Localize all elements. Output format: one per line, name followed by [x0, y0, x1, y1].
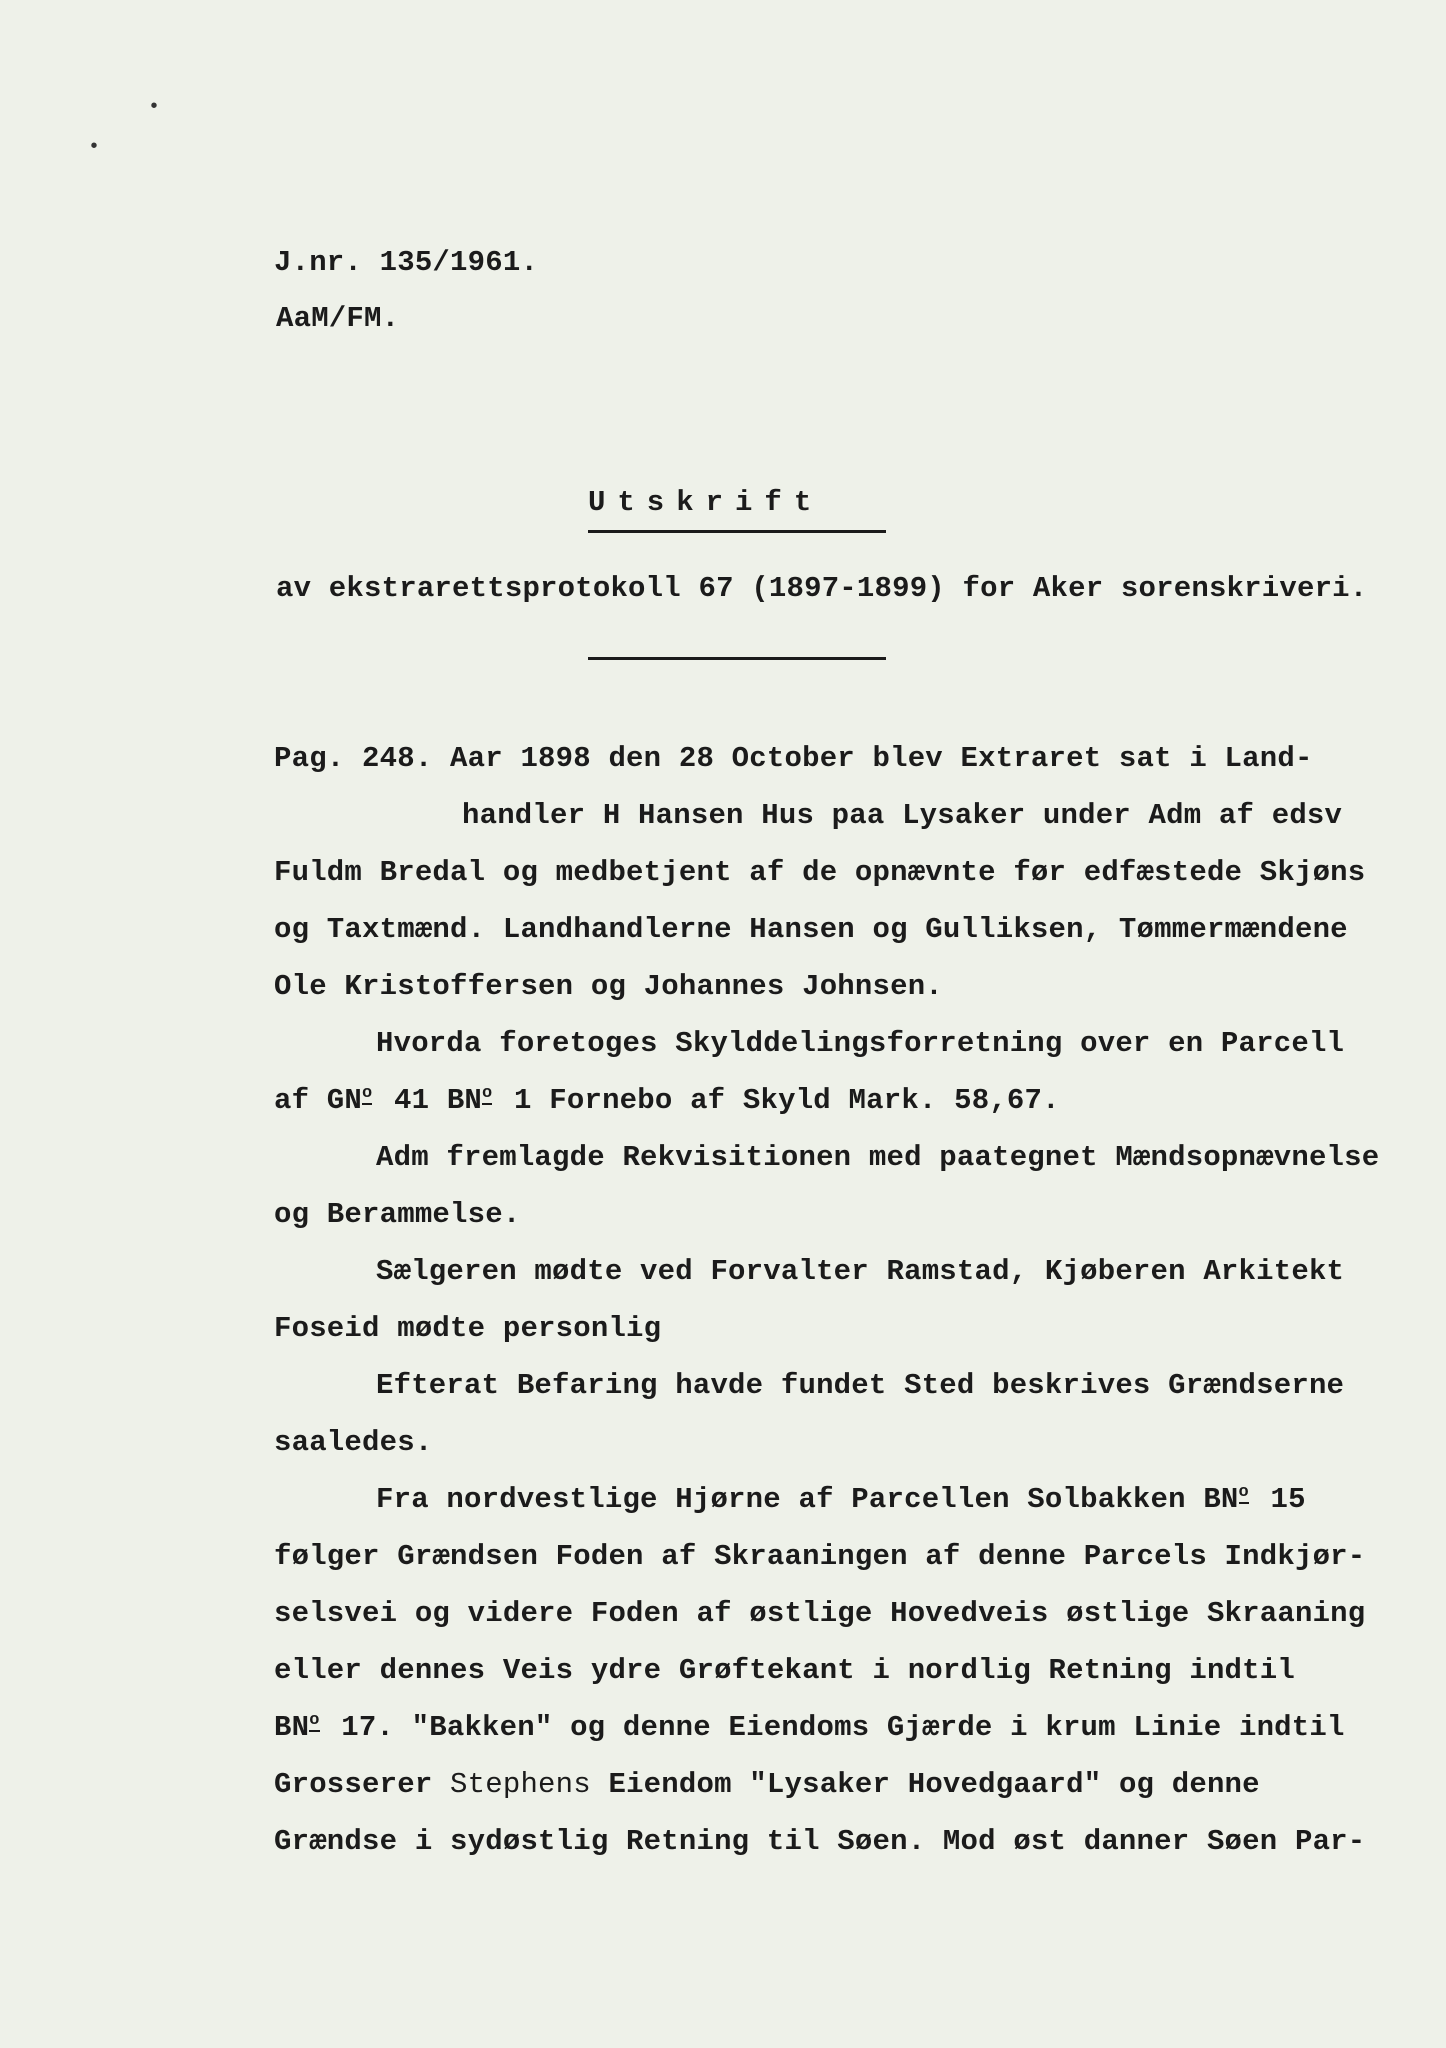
body-line: $BN^o$ 17. "Bakken" og denne Eiendoms Gjærde i krum Linie indtil: [274, 1711, 1345, 1744]
body-line: Efterat Befaring havde fundet Sted beskrives Grændserne: [376, 1369, 1345, 1402]
body-line: Hvorda foretoges Skylddelingsforretning over en Parcell: [376, 1027, 1345, 1060]
body-line: handler H Hansen Hus paa Lysaker under Adm af edsv: [462, 799, 1343, 832]
body-line: og Taxtmænd. Landhandlerne Hansen og Gulliksen, Tømmermændene: [274, 913, 1348, 946]
body-line: Fuldm Bredal og medbetjent af de opnævnte før edfæstede Skjøns: [274, 856, 1366, 889]
title-underline: [588, 530, 886, 533]
body-line: selsvei og videre Foden af østlige Hovedveis østlige Skraaning: [274, 1597, 1366, 1630]
initials: AaM/FM.: [276, 302, 400, 335]
body-line: Adm fremlagde Rekvisitionen med paategnet Mændsopnævnelse: [376, 1141, 1380, 1174]
ordinal-superscript: o: [482, 1084, 493, 1103]
body-line: saaledes.: [274, 1426, 433, 1459]
journal-number: J.nr. 135/1961.: [274, 246, 539, 279]
body-line: og Berammelse.: [274, 1198, 521, 1231]
document-title: Utskrift: [588, 486, 824, 519]
margin-marks: • •: [88, 96, 161, 159]
body-line: Foseid mødte personlig: [274, 1312, 662, 1345]
body-line: Sælgeren mødte ved Forvalter Ramstad, Kjøberen Arkitekt: [376, 1255, 1345, 1288]
body-line: Grændse i sydøstlig Retning til Søen. Mod øst danner Søen Par-: [274, 1825, 1366, 1858]
ordinal-superscript: o: [309, 1711, 320, 1730]
ordinal-superscript: o: [1238, 1483, 1249, 1502]
body-line: Pag. 248. Aar 1898 den 28 October blev Extraret sat i Land-: [274, 742, 1313, 775]
body-line: eller dennes Veis ydre Grøftekant i nordlig Retning indtil: [274, 1654, 1295, 1687]
document-subtitle: av ekstrarettsprotokoll 67 (1897-1899) for Aker sorenskriveri.: [276, 572, 1368, 605]
body-line: Grosserer Stephens Eiendom "Lysaker Hovedgaard" og denne: [274, 1768, 1260, 1801]
body-line: Fra nordvestlige Hjørne af Parcellen Solbakken $BN^o$ 15: [376, 1483, 1306, 1516]
body-line: følger Grændsen Foden af Skraaningen af denne Parcels Indkjør-: [274, 1540, 1366, 1573]
ordinal-superscript: o: [362, 1084, 373, 1103]
body-line: af $GN^o$ 41 $BN^o$ 1 Fornebo af Skyld Mark. 58,67.: [274, 1084, 1060, 1117]
handwritten-insert: Stephens: [450, 1768, 591, 1801]
separator-rule: [588, 657, 886, 660]
body-line: Ole Kristoffersen og Johannes Johnsen.: [274, 970, 943, 1003]
